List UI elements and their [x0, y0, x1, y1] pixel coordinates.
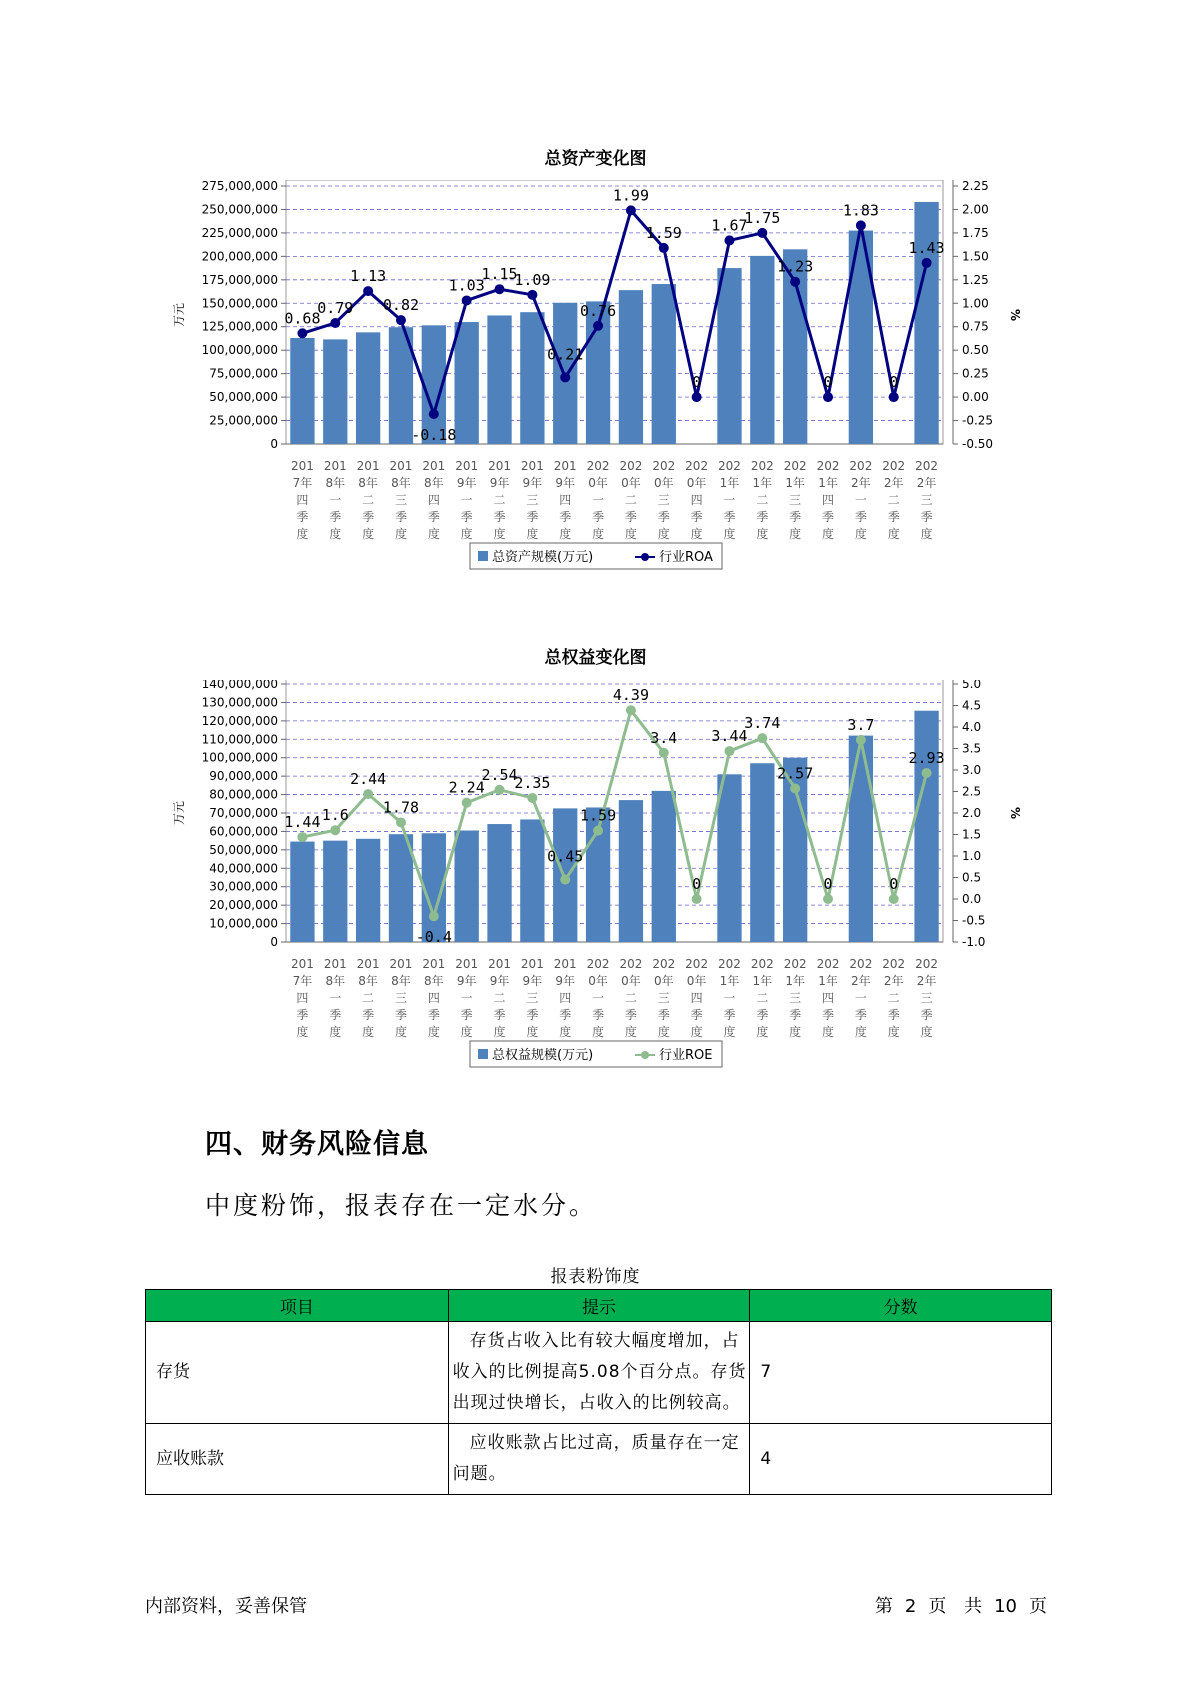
bar	[652, 284, 676, 444]
bar	[717, 268, 741, 444]
right-tick-label: 0.00	[962, 390, 989, 405]
data-label: 3.7	[847, 715, 875, 734]
x-tick-label: 202 0年二季度	[619, 459, 643, 541]
right-tick-label: 0.75	[962, 319, 989, 334]
line-point	[856, 735, 866, 745]
legend	[470, 1041, 722, 1067]
line-point	[429, 911, 439, 921]
left-tick-label: 0	[270, 437, 278, 451]
left-tick-label: 150,000,000	[201, 296, 278, 311]
data-label: 3.44	[711, 727, 748, 746]
bar	[356, 332, 380, 444]
data-label: 0	[692, 875, 702, 893]
legend-line-marker	[641, 1051, 649, 1059]
right-tick-label: 0.50	[962, 343, 989, 358]
chart-title-assets: 总资产变化图	[544, 149, 647, 169]
x-tick-label: 202 0年四季度	[685, 459, 709, 541]
line-point	[757, 228, 767, 238]
x-tick-label: 202 1年四季度	[816, 957, 840, 1039]
right-tick-label: -1.0	[962, 935, 986, 949]
line-point	[330, 825, 340, 835]
left-tick-label: 140,000,000	[201, 680, 278, 691]
left-tick-label: 225,000,000	[201, 225, 278, 240]
bar	[290, 842, 314, 942]
x-tick-label: 202 2年三季度	[915, 957, 939, 1039]
left-tick-label: 90,000,000	[209, 769, 278, 784]
total-assets-chart	[0, 180, 1191, 600]
data-label: 0.68	[284, 309, 321, 328]
line-point	[363, 286, 373, 296]
bar	[323, 841, 347, 942]
x-tick-label: 201 9年四季度	[553, 459, 577, 541]
right-tick-label: 5.0	[962, 680, 982, 691]
data-label: 1.09	[514, 270, 551, 289]
right-tick-label: -0.5	[962, 913, 986, 928]
bar	[652, 791, 676, 942]
left-tick-label: 40,000,000	[209, 861, 278, 876]
x-tick-label: 201 9年三季度	[520, 957, 544, 1039]
header-tip: 提示	[448, 1290, 750, 1322]
table-row	[146, 1322, 1052, 1424]
data-label: 1.59	[645, 223, 682, 242]
data-label: 0	[889, 373, 899, 392]
line-point	[856, 220, 866, 230]
left-tick-label: 10,000,000	[209, 916, 278, 931]
x-tick-label: 202 2年三季度	[915, 459, 939, 541]
x-tick-label: 201 9年三季度	[520, 459, 544, 541]
line-point	[396, 817, 406, 827]
table-caption: 报表粉饰度	[550, 1267, 641, 1287]
left-tick-label: 50,000,000	[209, 842, 278, 857]
x-tick-label: 201 8年四季度	[422, 459, 446, 541]
legend-bar-swatch	[478, 1049, 488, 1059]
bar	[619, 290, 643, 444]
left-tick-label: 50,000,000	[209, 390, 278, 405]
data-label: 3.74	[744, 714, 781, 733]
x-tick-label: 201 9年一季度	[455, 459, 479, 541]
line-point	[527, 793, 537, 803]
data-label: 1.78	[382, 798, 420, 817]
x-tick-label: 202 1年二季度	[750, 957, 774, 1039]
x-tick-label: 202 1年一季度	[718, 459, 741, 541]
right-tick-label: -0.25	[962, 413, 994, 428]
data-label: 2.35	[514, 773, 551, 792]
line-point	[790, 277, 800, 287]
right-tick-label: 2.25	[962, 180, 989, 193]
data-label: 0	[823, 875, 833, 893]
x-tick-label: 202 2年一季度	[849, 459, 873, 541]
data-label: 1.15	[481, 265, 518, 284]
line-point	[922, 258, 932, 268]
line-point	[593, 321, 603, 331]
bar	[717, 774, 741, 942]
data-label: 1.03	[448, 276, 485, 295]
data-label: 1.13	[350, 267, 387, 286]
x-tick-label: 202 0年三季度	[652, 957, 676, 1039]
data-label: 1.99	[612, 186, 649, 205]
left-tick-label: 250,000,000	[201, 202, 278, 217]
data-label: 2.24	[448, 778, 485, 797]
line-point	[659, 243, 669, 253]
line-point	[889, 894, 899, 904]
bar	[520, 312, 544, 444]
left-tick-label: 60,000,000	[209, 824, 278, 839]
bar	[455, 831, 479, 942]
line-point	[724, 746, 734, 756]
data-label: 1.67	[711, 216, 748, 235]
left-tick-label: 25,000,000	[209, 413, 278, 428]
line-point	[626, 205, 636, 215]
left-tick-label: 100,000,000	[201, 750, 278, 765]
x-tick-label: 202 1年四季度	[816, 459, 840, 541]
data-label: 1.83	[842, 201, 879, 220]
x-tick-label: 201 8年四季度	[422, 957, 446, 1039]
line-point	[462, 798, 472, 808]
data-label: 1.23	[777, 257, 814, 276]
line-point	[495, 785, 505, 795]
right-tick-label: 4.5	[962, 698, 982, 713]
row-score: 4	[750, 1424, 1052, 1495]
line-point	[823, 392, 833, 402]
total-prefix: 共	[964, 1596, 983, 1617]
bar-series	[290, 711, 938, 942]
bar	[356, 839, 380, 942]
right-tick-label: 1.5	[962, 827, 982, 842]
bar	[750, 256, 774, 444]
right-tick-label: 2.5	[962, 784, 982, 799]
right-tick-label: 1.00	[962, 296, 989, 311]
x-tick-label: 201 9年一季度	[455, 957, 479, 1039]
data-label: 1.59	[580, 806, 617, 825]
bar	[914, 711, 938, 942]
left-tick-label: 200,000,000	[201, 249, 278, 264]
risk-table	[145, 1289, 1052, 1495]
table-row	[146, 1424, 1052, 1495]
x-tick-label: 201 8年二季度	[356, 459, 380, 541]
total-equity-chart	[0, 680, 1191, 1100]
left-tick-label: 110,000,000	[201, 732, 278, 747]
data-label: 1.75	[744, 208, 781, 227]
x-tick-label: 202 1年三季度	[783, 957, 807, 1039]
x-tick-label: 201 7年四季度	[290, 459, 314, 541]
bar	[849, 736, 873, 942]
right-tick-label: -0.50	[962, 437, 994, 451]
left-tick-label: 0	[270, 935, 278, 949]
right-tick-label: 2.0	[962, 806, 982, 820]
y-axis-left-label: 万元	[172, 800, 186, 826]
bar	[619, 800, 643, 942]
page-unit: 页	[928, 1596, 947, 1617]
left-tick-label: 175,000,000	[201, 272, 278, 287]
chart-title-equity: 总权益变化图	[544, 648, 647, 668]
line-point	[790, 783, 800, 793]
line-point	[724, 235, 734, 245]
bar	[487, 824, 511, 942]
left-tick-label: 120,000,000	[201, 713, 278, 728]
right-tick-label: 1.50	[962, 249, 989, 264]
legend-bar-swatch	[478, 551, 488, 561]
data-label: 2.44	[350, 770, 387, 789]
line-point	[560, 372, 570, 382]
bar	[750, 763, 774, 942]
data-label: 3.4	[650, 728, 678, 747]
data-label: -0.18	[411, 425, 457, 444]
left-tick-label: 20,000,000	[209, 898, 278, 913]
x-tick-label: 201 9年四季度	[553, 957, 577, 1039]
line-point	[922, 768, 932, 778]
left-tick-label: 75,000,000	[209, 366, 278, 381]
line-point	[527, 290, 537, 300]
x-tick-label: 201 9年二季度	[488, 957, 511, 1039]
right-tick-label: 0.25	[962, 366, 989, 381]
x-tick-label: 202 2年一季度	[849, 957, 873, 1039]
legend	[470, 543, 722, 569]
x-tick-label: 201 8年三季度	[389, 957, 413, 1039]
bar	[323, 339, 347, 444]
line-point	[692, 894, 702, 904]
footer-confidential: 内部资料，妥善保管	[145, 1596, 307, 1617]
x-tick-label: 202 0年四季度	[685, 957, 709, 1039]
page-number: 2	[904, 1596, 917, 1617]
right-tick-label: 3.0	[962, 763, 982, 777]
right-tick-label: 1.0	[962, 849, 982, 863]
data-label: 0.45	[547, 847, 584, 866]
line-point	[330, 318, 340, 328]
data-label: 0.82	[382, 296, 420, 315]
left-tick-label: 130,000,000	[201, 695, 278, 710]
x-tick-label: 201 8年一季度	[323, 957, 347, 1039]
y-axis-right-label: %	[1008, 308, 1022, 322]
data-label: 1.43	[908, 238, 945, 257]
data-label: 2.54	[481, 765, 518, 784]
row-tip: 存货占收入比有较大幅度增加，占收入的比例提高5.08个百分点。存货出现过快增长，占收入的比例较高。	[448, 1322, 750, 1424]
line-point	[823, 894, 833, 904]
line-point	[297, 328, 307, 338]
left-tick-label: 30,000,000	[209, 879, 278, 894]
line-point	[757, 733, 767, 743]
footer-pagination	[869, 1592, 1053, 1618]
table-header-row	[146, 1290, 1052, 1322]
legend-line-label: 行业ROA	[659, 550, 713, 565]
x-tick-label: 201 8年一季度	[323, 459, 347, 541]
left-tick-label: 70,000,000	[209, 806, 278, 820]
line-point	[429, 409, 439, 419]
legend-line-marker	[641, 553, 649, 561]
bar	[455, 322, 479, 444]
data-label: 0	[823, 373, 833, 392]
x-tick-label: 201 9年二季度	[488, 459, 511, 541]
total-pages: 10	[994, 1596, 1017, 1617]
row-tip: 应收账款占比过高，质量存在一定问题。	[448, 1424, 750, 1495]
data-label: 1.6	[321, 806, 349, 825]
data-label: -0.4	[415, 928, 452, 947]
row-item: 应收账款	[146, 1424, 449, 1495]
data-label: 0.21	[547, 345, 584, 364]
right-tick-label: 1.75	[962, 225, 989, 240]
data-label: 2.93	[908, 749, 945, 768]
right-tick-label: 0.0	[962, 892, 982, 906]
line-point	[626, 705, 636, 715]
left-tick-label: 80,000,000	[209, 787, 278, 802]
line-point	[396, 315, 406, 325]
section-heading: 四、财务风险信息	[205, 1129, 429, 1160]
x-tick-label: 202 1年三季度	[783, 459, 807, 541]
data-label: 0	[889, 875, 899, 893]
line-point	[560, 875, 570, 885]
line-point	[659, 748, 669, 758]
x-tick-label: 202 0年二季度	[619, 957, 643, 1039]
bar	[290, 338, 314, 444]
legend-bar-label: 总资产规模(万元)	[492, 550, 594, 565]
legend-line-label: 行业ROE	[659, 1048, 713, 1063]
x-tick-label: 201 7年四季度	[290, 957, 314, 1039]
row-score: 7	[750, 1322, 1052, 1424]
data-label: 0.76	[580, 301, 617, 320]
x-tick-label: 202 0年一季度	[586, 957, 610, 1039]
row-item: 存货	[146, 1322, 449, 1424]
line-point	[692, 392, 702, 402]
x-tick-label: 202 2年二季度	[882, 957, 906, 1039]
line-point	[363, 789, 373, 799]
bar	[487, 315, 511, 444]
x-tick-label: 202 2年二季度	[882, 459, 906, 541]
x-tick-label: 202 1年二季度	[750, 459, 774, 541]
header-score: 分数	[750, 1290, 1052, 1322]
line-point	[593, 826, 603, 836]
left-tick-label: 125,000,000	[201, 319, 278, 334]
data-label: 0.79	[317, 298, 354, 317]
data-label: 0	[692, 373, 702, 392]
line-point	[889, 392, 899, 402]
right-tick-label: 2.00	[962, 202, 989, 217]
left-tick-label: 275,000,000	[201, 180, 278, 193]
legend-bar-label: 总权益规模(万元)	[492, 1048, 594, 1063]
y-axis-right-label: %	[1008, 806, 1022, 820]
line-point	[297, 832, 307, 842]
x-tick-label: 202 0年三季度	[652, 459, 676, 541]
page-prefix: 第	[874, 1596, 893, 1617]
line-point	[462, 295, 472, 305]
bar	[520, 819, 544, 942]
data-label: 1.44	[284, 813, 321, 832]
header-item: 项目	[146, 1290, 449, 1322]
risk-summary: 中度粉饰，报表存在一定水分。	[205, 1191, 598, 1220]
right-tick-label: 0.5	[962, 870, 982, 885]
x-tick-label: 202 0年一季度	[586, 459, 610, 541]
left-tick-label: 100,000,000	[201, 343, 278, 358]
data-label: 4.39	[612, 686, 649, 705]
right-tick-label: 4.0	[962, 720, 982, 734]
total-unit: 页	[1029, 1596, 1047, 1617]
x-tick-label: 201 8年二季度	[356, 957, 380, 1039]
y-axis-left-label: 万元	[172, 302, 186, 328]
data-label: 2.57	[777, 764, 814, 783]
right-tick-label: 1.25	[962, 272, 989, 287]
x-tick-label: 201 8年三季度	[389, 459, 413, 541]
x-tick-label: 202 1年一季度	[718, 957, 741, 1039]
line-point	[495, 284, 505, 294]
right-tick-label: 3.5	[962, 741, 982, 756]
